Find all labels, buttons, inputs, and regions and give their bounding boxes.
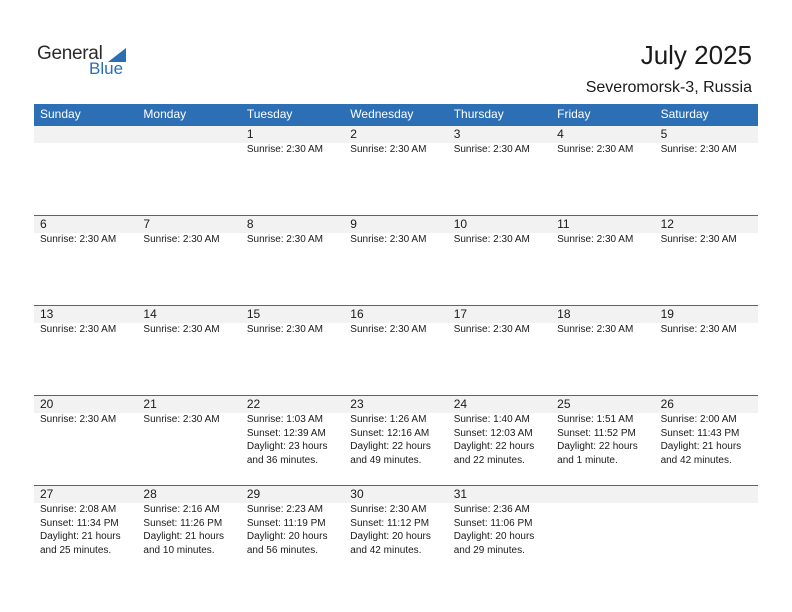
day-cell — [344, 126, 447, 157]
day-number: 12 — [660, 217, 674, 231]
day-info-line: and 42 minutes. — [350, 544, 422, 556]
day-number: 21 — [143, 397, 157, 411]
day-number: 18 — [557, 307, 571, 321]
day-info-line: Sunrise: 2:30 AM — [143, 324, 220, 335]
day-cell — [344, 396, 447, 467]
day-number: 8 — [246, 217, 254, 231]
day-info-line: Sunset: 11:52 PM — [557, 427, 636, 439]
day-cell — [551, 306, 654, 337]
day-info-line: and 36 minutes. — [246, 454, 319, 466]
day-cell — [551, 216, 654, 247]
day-info-line: Daylight: 22 hours — [350, 441, 431, 452]
day-info-line: Sunrise: 2:30 AM — [660, 144, 737, 155]
day-info-line: Sunset: 11:43 PM — [660, 427, 740, 439]
weekday-wednesday: Wednesday — [350, 107, 414, 121]
day-info-line: Sunset: 12:03 AM — [453, 427, 533, 439]
day-info-line: Sunrise: 2:30 AM — [350, 234, 427, 245]
day-info-line: Daylight: 21 hours — [40, 531, 121, 542]
day-cell — [448, 396, 551, 467]
day-info-line: Sunrise: 2:23 AM — [246, 504, 323, 515]
day-info-line: Sunrise: 2:30 AM — [557, 234, 634, 245]
day-info-line: Sunrise: 2:16 AM — [143, 504, 220, 515]
day-number: 13 — [40, 307, 54, 321]
day-cell — [137, 396, 240, 427]
day-cell — [344, 486, 447, 557]
day-cell — [241, 216, 344, 247]
day-info-line: Sunset: 11:26 PM — [143, 517, 223, 529]
day-number: 16 — [350, 307, 364, 321]
day-info-line: Sunrise: 2:30 AM — [350, 144, 427, 155]
day-number: 25 — [557, 397, 571, 411]
day-info-line: Sunset: 11:06 PM — [453, 517, 533, 529]
day-info-line: Sunrise: 2:00 AM — [660, 414, 737, 425]
day-number: 27 — [40, 487, 54, 501]
day-number: 10 — [453, 217, 468, 231]
day-number: 19 — [660, 307, 674, 321]
day-number: 2 — [350, 127, 357, 141]
day-info-line: Daylight: 23 hours — [246, 441, 328, 452]
day-info-line: and 10 minutes. — [143, 544, 215, 556]
day-cell — [34, 396, 137, 427]
day-number: 22 — [246, 397, 261, 411]
day-info-line: Sunrise: 2:30 AM — [40, 414, 117, 425]
day-cell — [655, 216, 758, 247]
day-info-line: Sunrise: 2:30 AM — [246, 234, 323, 245]
day-info-line: Sunrise: 2:30 AM — [40, 324, 117, 335]
week-row — [34, 395, 758, 484]
day-cell — [448, 126, 551, 157]
day-info-line: Daylight: 20 hours — [350, 531, 431, 542]
day-info-line: Sunrise: 2:30 AM — [246, 144, 323, 155]
day-cell — [551, 126, 654, 157]
weekday-saturday: Saturday — [660, 107, 709, 121]
day-number: 3 — [453, 127, 461, 141]
weekday-header — [34, 104, 758, 125]
day-info-line: Sunset: 11:19 PM — [246, 517, 326, 529]
day-cell — [34, 486, 137, 557]
day-cell — [137, 216, 240, 247]
day-info-line: Sunrise: 2:30 AM — [350, 324, 427, 335]
day-info-line: Sunrise: 2:30 AM — [40, 234, 117, 245]
page-title: July 2025 — [640, 40, 752, 70]
day-info-line: and 1 minute. — [557, 454, 618, 466]
day-number: 23 — [350, 397, 364, 411]
day-info-line: Daylight: 20 hours — [246, 531, 328, 542]
day-info-line: Sunrise: 2:30 AM — [453, 324, 530, 335]
logo-text-general: General — [37, 43, 103, 64]
day-info-line: and 42 minutes. — [660, 454, 732, 466]
day-number: 30 — [350, 487, 364, 501]
day-number: 9 — [350, 217, 357, 231]
day-cell — [34, 216, 137, 247]
day-info-line: Sunrise: 2:08 AM — [40, 504, 117, 515]
day-cell — [344, 306, 447, 337]
day-number: 26 — [660, 397, 674, 411]
day-info-line: Daylight: 22 hours — [453, 441, 535, 452]
day-info-line: Sunrise: 2:30 AM — [453, 144, 530, 155]
day-cell — [448, 306, 551, 337]
day-info-line: Sunrise: 1:26 AM — [350, 414, 427, 425]
brand-logo — [37, 44, 133, 80]
day-number: 1 — [246, 127, 254, 141]
day-cell — [241, 486, 344, 557]
day-info-line: Sunrise: 1:51 AM — [557, 414, 634, 425]
day-cell — [241, 396, 344, 467]
day-info-line: Daylight: 20 hours — [453, 531, 535, 542]
day-info-line: Daylight: 21 hours — [143, 531, 225, 542]
day-info-line: and 25 minutes. — [40, 544, 112, 556]
week-row — [34, 125, 758, 214]
day-number: 4 — [557, 127, 564, 141]
day-number: 20 — [40, 397, 54, 411]
day-number: 11 — [557, 217, 570, 231]
day-info-line: Sunrise: 2:30 AM — [557, 324, 634, 335]
day-info-line: Sunrise: 1:40 AM — [453, 414, 530, 425]
weekday-friday: Friday — [557, 107, 591, 121]
day-cell — [448, 486, 551, 557]
day-info-line: Sunrise: 2:36 AM — [453, 504, 530, 515]
day-number: 31 — [453, 487, 468, 501]
day-cell — [655, 126, 758, 157]
day-cell — [655, 396, 758, 467]
day-info-line: and 56 minutes. — [246, 544, 319, 556]
day-number: 6 — [40, 217, 47, 231]
day-number: 17 — [453, 307, 468, 321]
day-info-line: Sunset: 11:12 PM — [350, 517, 430, 529]
day-info-line: Sunset: 11:34 PM — [40, 517, 119, 529]
day-info-line: Sunrise: 2:30 AM — [660, 234, 737, 245]
day-cell — [137, 306, 240, 337]
day-info-line: Sunrise: 2:30 AM — [350, 504, 427, 515]
weekday-tuesday: Tuesday — [246, 107, 293, 121]
day-info-line: Daylight: 21 hours — [660, 441, 742, 452]
day-info-line: and 29 minutes. — [453, 544, 525, 556]
day-number: 28 — [143, 487, 157, 501]
day-cell — [241, 126, 344, 157]
location-subtitle: Severomorsk-3, Russia — [585, 79, 752, 96]
day-info-line: Sunset: 12:16 AM — [350, 427, 430, 439]
week-row — [34, 215, 758, 304]
week-row — [34, 485, 758, 574]
weekday-monday: Monday — [143, 107, 187, 121]
day-number: 24 — [453, 397, 468, 411]
weekday-thursday: Thursday — [453, 107, 504, 121]
day-number: 7 — [143, 217, 151, 231]
day-info-line: Sunrise: 2:30 AM — [143, 414, 220, 425]
day-info-line: Sunrise: 2:30 AM — [453, 234, 530, 245]
day-number: 5 — [660, 127, 668, 141]
day-cell — [448, 216, 551, 247]
day-info-line: Sunrise: 1:03 AM — [246, 414, 323, 425]
week-row — [34, 305, 758, 394]
day-number: 14 — [143, 307, 157, 321]
day-cell — [344, 216, 447, 247]
day-info-line: Sunrise: 2:30 AM — [143, 234, 220, 245]
day-info-line: Sunrise: 2:30 AM — [660, 324, 737, 335]
logo-text-blue: Blue — [89, 59, 124, 78]
day-number: 15 — [246, 307, 261, 321]
day-info-line: and 49 minutes. — [350, 454, 422, 466]
weekday-sunday: Sunday — [40, 107, 81, 121]
day-cell — [241, 306, 344, 337]
day-info-line: Sunrise: 2:30 AM — [246, 324, 323, 335]
day-info-line: Sunrise: 2:30 AM — [557, 144, 634, 155]
day-cell — [551, 396, 654, 467]
day-cell — [34, 306, 137, 337]
day-cell — [137, 486, 240, 557]
day-number: 29 — [246, 487, 261, 501]
day-info-line: and 22 minutes. — [453, 454, 525, 466]
day-info-line: Daylight: 22 hours — [557, 441, 638, 452]
day-cell — [655, 306, 758, 337]
day-info-line: Sunset: 12:39 AM — [246, 427, 326, 439]
